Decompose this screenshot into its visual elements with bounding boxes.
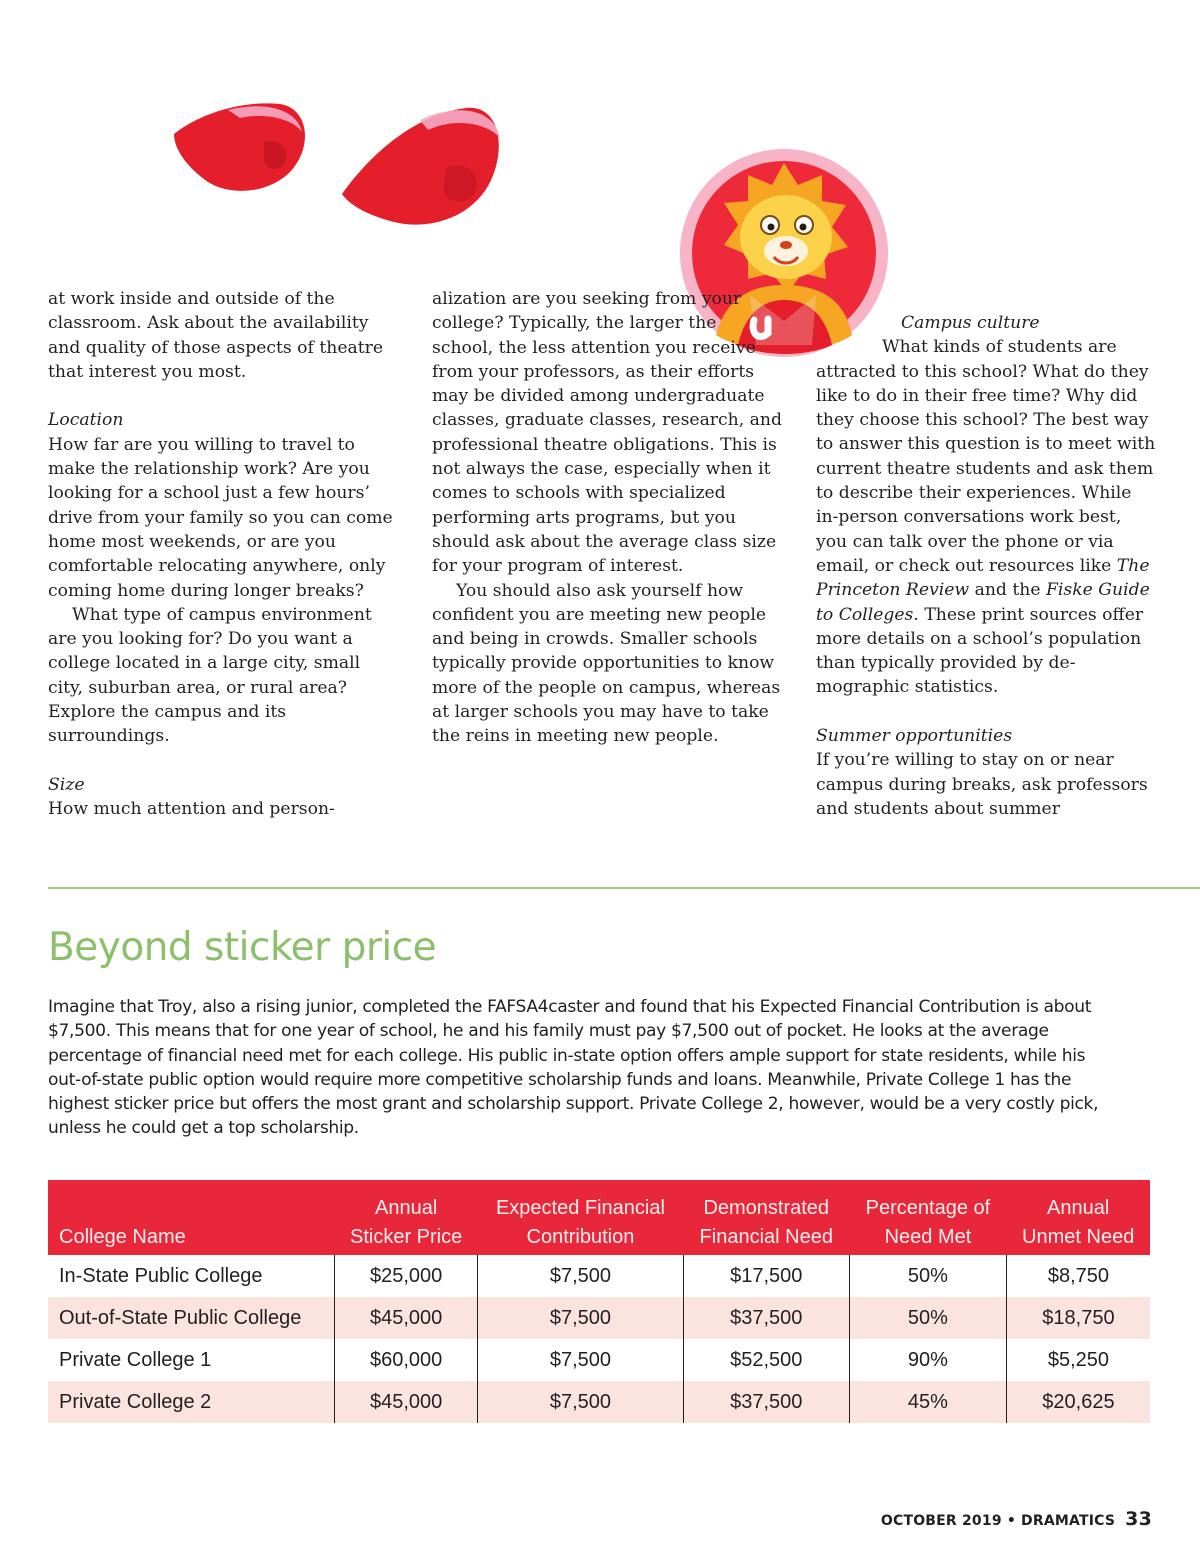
header-unmet-need: Annual Unmet Need [1006,1180,1150,1255]
cell-unmet-need: $18,750 [1006,1297,1150,1339]
paragraph-location-1: How far are you willing to travel to make the relationship work? Are you looking for a school just a few hours’ drive from your family so you can come home most weekends, or are you comfortable relocating anywhere, only coming home during longer breaks? [48,434,393,601]
paragraph-size-1: How much attention and person- [48,799,335,820]
header-college-name: College Name [48,1180,334,1255]
cell-college-name: Private College 1 [48,1339,334,1381]
issue-label: OCTOBER 2019 • DRAMATICS [880,1513,1116,1529]
table-row [48,1297,1150,1339]
section-divider [48,887,1200,889]
section-heading: Beyond sticker price [48,925,437,970]
cell-financial-need: $52,500 [683,1339,850,1381]
cell-expected-contribution: $7,500 [478,1255,683,1297]
cell-financial-need: $17,500 [683,1255,850,1297]
paragraph-size-3: You should also ask yourself how confident you are meeting new people and being in crowds. Smaller schools typically provide opportunities to know more of the people on campus, whereas at larger schools you may have to take the reins in meeting new people. [432,580,781,747]
subheading-location: Location [48,410,124,431]
book-title-princeton: The Princeton Review [816,555,1150,601]
table-row [48,1255,1150,1297]
subheading-summer: Summer opportunities [816,726,1013,747]
cell-unmet-need: $5,250 [1006,1339,1150,1381]
article-column-1 [48,287,398,822]
cell-sticker-price: $25,000 [334,1255,478,1297]
cell-unmet-need: $8,750 [1006,1255,1150,1297]
paragraph-location-2: What type of campus environment are you looking for? Do you want a college located in a large city, small city, suburban area, or rural area? Explore the campus and its surroundings. [48,604,372,747]
cell-expected-contribution: $7,500 [478,1381,683,1423]
page-footer [881,1508,1152,1530]
page-number: 33 [1125,1508,1152,1530]
cell-college-name: Private College 2 [48,1381,334,1423]
paragraph-intro: at work inside and outside of the classroom. Ask about the availability and quality of those aspects of theatre that interest you most. [48,289,384,382]
header-sticker-price: Annual Sticker Price [334,1180,478,1255]
article-column-2 [432,287,782,749]
subheading-size: Size [48,774,85,795]
paragraph-summer: If you’re willing to stay on or near campus during breaks, ask professors and students about summer [816,750,1148,819]
cell-college-name: In-State Public College [48,1255,334,1297]
subheading-campus-culture: Campus culture [901,313,1040,333]
cell-expected-contribution: $7,500 [478,1339,683,1381]
paragraph-size-2: alization are you seeking from your college? Typically, the larger the school, the less attention you receive from your professors, as their efforts may be divided among undergraduate classes, graduate classes, research, and professional theatre obligations. This is not always the case, especially when it comes to schools with specialized performing arts programs, but you should ask about the average class size for your program of interest. [432,289,782,577]
table-row [48,1339,1150,1381]
paragraph-campus-culture: What kinds of students are attracted to this school? What do they like to do in their free time? Why did they choose this school? The best way to answer this question is to meet with current theatre students and ask them to describe their experiences. While in-person conversations work best, you can talk over the phone or via email, or check out resources like The Princeton Review and the Fiske Guide to Colleges. These print sources offer more details on a school’s population than typically provided by demographic statistics. [816,337,1156,698]
financial-need-table [48,1180,1150,1423]
cell-sticker-price: $45,000 [334,1381,478,1423]
header-financial-need: Demonstrated Financial Need [683,1180,850,1255]
table-row [48,1381,1150,1423]
table-header-row [48,1180,1150,1255]
cell-sticker-price: $45,000 [334,1297,478,1339]
cell-financial-need: $37,500 [683,1297,850,1339]
cell-expected-contribution: $7,500 [478,1297,683,1339]
cell-need-met: 45% [850,1381,1007,1423]
cell-need-met: 50% [850,1255,1007,1297]
cell-need-met: 90% [850,1339,1007,1381]
cell-financial-need: $37,500 [683,1381,850,1423]
article-column-3 [816,311,1156,821]
header-expected-contribution: Expected Financial Contribution [478,1180,683,1255]
section-intro: Imagine that Troy, also a rising junior, completed the FAFSA4caster and found that his Expected Financial Contribution is about $7,500. This means that for one year of school, he and his family must pay $7,500 out of pocket. He looks at the average percentage of financial need met for each college. His public in-state option offers ample support for state residents, while his out-of-state public option would require more competitive scholarship funds and loans. Meanwhile, Private College 1 has the highest sticker price but offers the most grant and scholarship support. Private College 2, however, would be a very costly pick, unless he could get a top scholarship. [48,997,1099,1139]
cell-college-name: Out-of-State Public College [48,1297,334,1339]
header-need-met: Percentage of Need Met [850,1180,1007,1255]
red-petal-left-illustration [168,98,313,198]
red-petal-right-illustration [336,98,508,230]
cell-sticker-price: $60,000 [334,1339,478,1381]
book-title-fiske: Fiske Guide to Colleges [816,580,1150,625]
cell-need-met: 50% [850,1297,1007,1339]
cell-unmet-need: $20,625 [1006,1381,1150,1423]
